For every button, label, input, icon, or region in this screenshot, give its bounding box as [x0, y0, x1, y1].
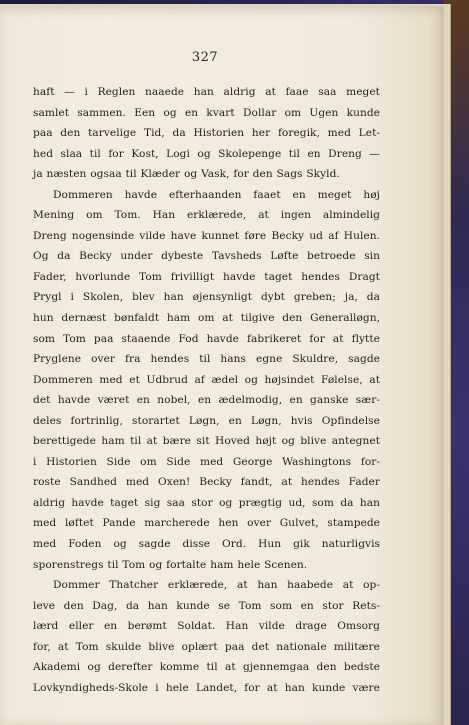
text-line: Dreng nogensinde vilde have kunnet føre Becky ud af Hulen.	[33, 229, 380, 242]
text-line: Og da Becky under dybeste Tavsheds Løfte betroede sin	[33, 250, 380, 263]
text-line: som Tom paa staaende Fod havde fabrikeret for at flytte	[33, 332, 380, 345]
text-line: med Foden og sagde disse Ord. Hun gik naturligvis	[33, 538, 380, 551]
text-line: Lovkyndigheds-Skole i hele Landet, for at han kunde være	[33, 681, 380, 694]
text-line: roste Sandhed med Oxen! Becky fandt, at hendes Fader	[33, 476, 380, 489]
book-page	[0, 6, 444, 725]
text-line: ja næsten ogsaa til Klæder og Vask, for den Sags Skyld.	[33, 168, 340, 181]
text-line: deles fortrinlig, storartet Løgn, en Løgn, hvis Opfindelse	[33, 414, 380, 427]
text-line: Dommeren med et Udbrud af ædel og højsindet Følelse, at	[33, 373, 380, 386]
text-line: leve den Dag, da han kunde se Tom som en stor Rets-	[33, 599, 380, 612]
text-line: Akademi og derefter komme til at gjennemgaa den bedste	[33, 661, 380, 674]
text-line: hed slaa til for Kost, Logi og Skolepenge til en Dreng —	[33, 147, 380, 160]
text-line: Pryglene over fra hendes til hans egne Skuldre, sagde	[33, 353, 380, 366]
text-line: aldrig havde taget sig saa stor og prægtig ud, som da han	[33, 496, 380, 509]
text-line: lærd eller en berømt Soldat. Han vilde drage Omsorg	[33, 620, 380, 633]
text-line: Dommeren havde efterhaanden faaet en meget høj	[53, 188, 380, 201]
text-line: Prygl i Skolen, blev han øjensynligt dybt greben; ja, da	[33, 291, 380, 304]
text-line: samlet sammen. Een og en kvart Dollar om Ugen kunde	[33, 106, 380, 119]
text-line: i Historien Side om Side med George Washingtons for-	[33, 455, 380, 468]
text-line: med løftet Pande marcherede hen over Gulvet, stampede	[33, 517, 380, 530]
text-line: Mening om Tom. Han erklærede, at ingen almindelig	[33, 209, 380, 222]
text-line: berettigede ham til at bære sit Hoved højt og blive antegnet	[33, 435, 380, 448]
body-text	[33, 82, 380, 698]
text-line: for, at Tom skulde blive oplært paa det nationale militære	[33, 640, 380, 653]
text-line: paa den tarvelige Tid, da Historien her foregik, med Let-	[33, 127, 380, 140]
page-number: 327	[191, 50, 219, 65]
text-line: det havde været en nobel, en ædelmodig, en ganske sær-	[33, 394, 380, 407]
text-line: sporenstregs til Tom og fortalte ham hele Scenen.	[33, 558, 308, 571]
text-line: Fader, hvorlunde Tom frivilligt havde taget hendes Dragt	[33, 270, 380, 283]
text-line: haft — i Reglen naaede han aldrig at faae saa meget	[33, 86, 380, 98]
text-line: hun dernæst bønfaldt ham om at tilgive den Generalløgn,	[33, 312, 380, 325]
text-line: Dommer Thatcher erklærede, at han haabede at op-	[53, 579, 380, 592]
